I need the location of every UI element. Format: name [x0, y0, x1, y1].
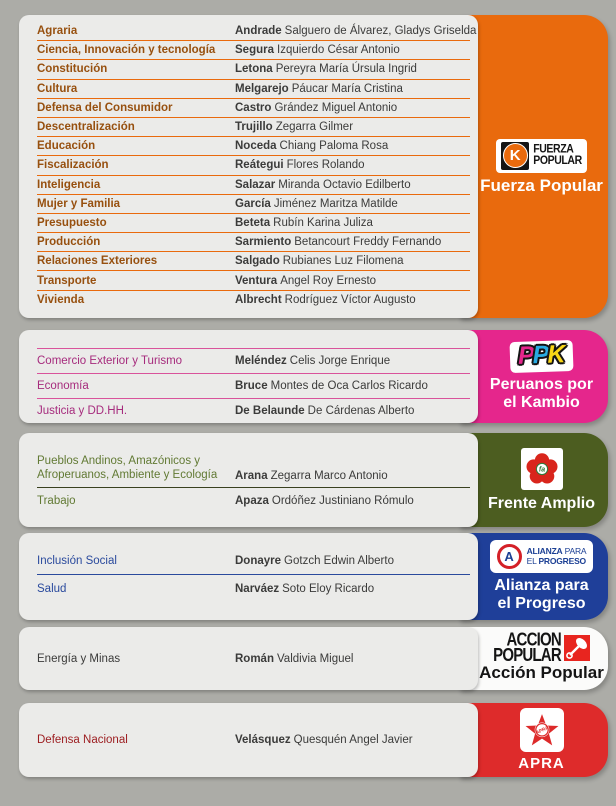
president-given-names: Celis Jorge Enrique: [289, 355, 391, 367]
committee-row: [37, 291, 470, 310]
committee-row: [37, 734, 470, 746]
president-name: [235, 294, 470, 306]
president-given-names: De Cárdenas Alberto: [307, 405, 415, 417]
president-surname: Meléndez: [235, 355, 287, 367]
president-surname: Beteta: [235, 216, 271, 229]
president-surname: Reátegui: [235, 159, 284, 172]
president-surname: Bruce: [235, 380, 268, 392]
committee-name: Constitución: [37, 63, 108, 76]
president-surname: Salazar: [235, 178, 276, 191]
president-given-names: Zegarra Marco Antonio: [270, 470, 388, 482]
president-name: [235, 380, 470, 392]
committee-row: [37, 156, 470, 175]
president-surname: Melgarejo: [235, 82, 289, 95]
committee-name: Salud: [37, 583, 67, 595]
president-name: [235, 83, 470, 95]
president-surname: Letona: [235, 63, 273, 76]
committee-name: Defensa Nacional: [37, 734, 128, 746]
committee-row: [37, 252, 470, 271]
committee-row: [37, 443, 470, 488]
committee-name: Inteligencia: [37, 178, 101, 191]
president-surname: Noceda: [235, 140, 277, 153]
president-given-names: Pereyra María Úrsula Ingrid: [275, 63, 417, 76]
committee-name: Inclusión Social: [37, 554, 117, 567]
president-name: [235, 198, 470, 210]
president-name: [235, 583, 470, 595]
president-given-names: Angel Roy Ernesto: [280, 274, 377, 287]
section-apra: [19, 703, 608, 777]
president-given-names: Betancourt Freddy Fernando: [294, 236, 442, 249]
president-surname: Andrade: [235, 25, 282, 38]
president-given-names: Jiménez Maritza Matilde: [273, 197, 398, 210]
ppk-logo: P P K: [509, 340, 573, 373]
committee-row: [37, 653, 470, 665]
party-tab-accion-popular: [459, 627, 608, 690]
president-name: [235, 255, 470, 267]
committee-row: [37, 348, 470, 373]
president-given-names: Soto Eloy Ricardo: [282, 583, 375, 595]
president-name: [235, 102, 470, 114]
section-fuerza-popular: [19, 15, 608, 318]
committee-name: Educación: [37, 140, 96, 153]
committee-name: Transporte: [37, 274, 97, 287]
president-name: [235, 275, 470, 287]
committee-row: [37, 60, 470, 79]
president-given-names: Gotzch Edwin Alberto: [284, 554, 394, 567]
committee-row: [37, 398, 470, 423]
president-name: [235, 140, 470, 152]
president-surname: Román: [235, 652, 274, 665]
committee-name: Presupuesto: [37, 216, 107, 229]
committee-name: Economía: [37, 380, 89, 392]
president-given-names: Ordóñez Justiniano Rómulo: [271, 495, 414, 507]
committee-row: [37, 137, 470, 156]
president-given-names: Flores Rolando: [286, 159, 365, 172]
committee-row: [37, 41, 470, 60]
committee-row: [37, 99, 470, 118]
president-surname: Castro: [235, 101, 272, 114]
section-frente-amplio: [19, 433, 608, 527]
president-given-names: Izquierdo César Antonio: [277, 44, 400, 57]
committee-list-panel: [19, 330, 478, 423]
committee-name: Defensa del Consumidor: [37, 101, 173, 114]
fuerza-popular-logo: [496, 139, 587, 173]
president-name: [235, 159, 470, 171]
fuerza-popular-logo-text: FUERZA POPULAR: [533, 142, 582, 167]
president-name: [235, 355, 470, 367]
president-given-names: Grández Miguel Antonio: [274, 101, 398, 114]
committee-row: [37, 271, 470, 290]
party-name-label: Fuerza Popular: [480, 175, 603, 195]
party-tab-frente-amplio: [459, 433, 608, 527]
president-given-names: Chiang Paloma Rosa: [279, 140, 389, 153]
committee-name: Fiscalización: [37, 159, 109, 172]
president-surname: Sarmiento: [235, 236, 292, 249]
president-surname: Apaza: [235, 495, 269, 507]
president-name: [235, 25, 476, 37]
president-given-names: Miranda Octavio Edilberto: [278, 178, 411, 191]
president-surname: Ventura: [235, 274, 278, 287]
svg-text:fa: fa: [538, 466, 545, 474]
committee-row: [37, 118, 470, 137]
committee-list-panel: [19, 533, 478, 620]
president-surname: Narváez: [235, 583, 280, 595]
committee-name: Mujer y Familia: [37, 197, 121, 210]
alianza-a-icon: A: [497, 544, 522, 569]
alianza-logo: [490, 540, 594, 573]
accion-popular-logo-text: ACCION POPULAR: [493, 629, 561, 665]
president-surname: García: [235, 197, 271, 210]
section-accion-popular: [19, 627, 608, 690]
president-surname: Arana: [235, 470, 268, 482]
president-name: [235, 121, 470, 133]
party-name-label: Alianza para el Progreso: [494, 577, 589, 612]
president-name: [235, 179, 470, 191]
committee-list-panel: [19, 703, 478, 777]
president-surname: Donayre: [235, 554, 282, 567]
president-name: [235, 405, 470, 417]
committee-row: [37, 373, 470, 398]
party-name-label: Peruanos por el Kambio: [489, 376, 594, 411]
president-given-names: Rubín Karina Juliza: [273, 216, 373, 229]
president-given-names: Rubianes Luz Filomena: [282, 255, 404, 268]
apra-star-icon: [520, 708, 564, 752]
committee-row: [37, 22, 477, 41]
alianza-logo-text: ALIANZA PARA EL PROGRESO: [526, 546, 587, 566]
svg-text:APRA: APRA: [534, 725, 550, 736]
president-name: [235, 470, 470, 482]
committee-name: Agraria: [37, 25, 78, 38]
president-given-names: Salguero de Álvarez, Gladys Griselda: [284, 25, 477, 38]
committee-name: Producción: [37, 236, 101, 249]
president-given-names: Rodríguez Víctor Augusto: [284, 294, 416, 307]
party-name-label: APRA: [518, 754, 565, 772]
president-given-names: Valdivia Miguel: [276, 652, 354, 665]
committee-name: Pueblos Andinos, Amazónicos y Afroperuanos, Ambiente y Ecología: [37, 455, 218, 481]
committee-name: Justicia y DD.HH.: [37, 405, 128, 417]
committee-list-panel: [19, 627, 478, 690]
president-name: [235, 555, 470, 567]
president-given-names: Zegarra Gilmer: [275, 121, 354, 134]
section-peruanos-por-el-kambio: [19, 330, 608, 423]
president-name: [235, 653, 470, 665]
party-tab-alianza: [459, 533, 608, 620]
committee-name: Relaciones Exteriores: [37, 255, 158, 268]
committee-name: Cultura: [37, 82, 78, 95]
president-given-names: Páucar María Cristina: [291, 82, 403, 95]
president-name: [235, 236, 470, 248]
committee-list-panel: [19, 433, 478, 527]
party-tab-apra: [459, 703, 608, 777]
president-surname: Trujillo: [235, 121, 273, 134]
committee-list-panel: [19, 15, 478, 318]
committee-name: Vivienda: [37, 294, 85, 307]
committee-row: [37, 233, 470, 252]
president-name: [235, 217, 470, 229]
committee-row: [37, 195, 470, 214]
president-name: [235, 63, 470, 75]
fuerza-popular-k-letter: K: [503, 143, 528, 168]
committee-row: [37, 176, 470, 195]
president-surname: Segura: [235, 44, 274, 57]
president-name: [235, 495, 470, 507]
party-name-label: Acción Popular: [479, 663, 604, 682]
president-given-names: Quesquén Angel Javier: [293, 734, 413, 746]
party-name-label: Frente Amplio: [488, 494, 595, 512]
president-surname: Velásquez: [235, 734, 291, 746]
party-tab-fuerza-popular: [459, 15, 608, 318]
committee-row: [37, 547, 470, 575]
president-name: [235, 44, 470, 56]
president-surname: Albrecht: [235, 294, 282, 307]
president-surname: Salgado: [235, 255, 280, 268]
shovel-icon: [564, 635, 590, 661]
committee-name: Energía y Minas: [37, 652, 121, 665]
party-tab-ppk: [459, 330, 608, 423]
accion-popular-logo: [493, 629, 590, 665]
committee-name: Comercio Exterior y Turismo: [37, 355, 183, 367]
committee-row: [37, 80, 470, 99]
committee-row: [37, 214, 470, 233]
president-name: [235, 734, 470, 746]
frente-amplio-flower-icon: [521, 448, 563, 490]
section-alianza-para-el-progreso: [19, 533, 608, 620]
president-surname: De Belaunde: [235, 405, 305, 417]
committee-name: Trabajo: [37, 495, 76, 507]
fuerza-popular-k-icon: [501, 142, 529, 170]
committee-name: Descentralización: [37, 121, 135, 134]
committee-name: Ciencia, Innovación y tecnología: [37, 44, 216, 57]
president-given-names: Montes de Oca Carlos Ricardo: [270, 380, 428, 392]
committee-row: [37, 488, 470, 508]
committee-row: [37, 575, 470, 603]
